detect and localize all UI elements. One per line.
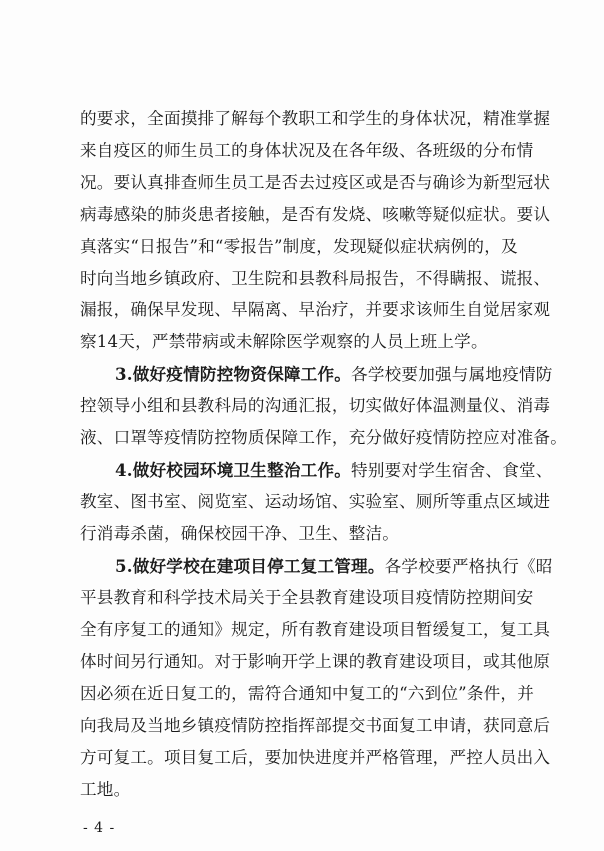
paragraph-line: 液、口罩等疫情防控物质保障工作，充分做好疫情防控应对准备。 (80, 428, 568, 447)
paragraph-line: 教室、图书室、阅览室、运动场馆、实验室、厕所等重点区域进 (80, 492, 551, 511)
section-3-text: 各学校要加强与属地疫情防 (351, 365, 553, 384)
section-4-text: 特别要对学生宿舍、食堂、 (351, 461, 553, 480)
paragraph-line: 病毒感染的肺炎患者接触，是否有发烧、咳嗽等疑似症状。要认 (80, 205, 551, 224)
paragraph-line: 工地。 (80, 780, 131, 799)
paragraph-line: 方可复工。项目复工后，要加快进度并严格管理，严控人员出入 (80, 748, 551, 767)
paragraph-line: 向我局及当地乡镇疫情防控指挥部提交书面复工申请，获同意后 (80, 716, 551, 735)
paragraph-line: 时向当地乡镇政府、卫生院和县教科局报告，不得瞒报、谎报、 (80, 269, 551, 288)
paragraph-line: 况。要认真排查师生员工是否去过疫区或是否与确诊为新型冠状 (80, 173, 551, 192)
paragraph-line: 因必须在近日复工的，需符合通知中复工的“六到位”条件，并 (80, 684, 535, 703)
paragraph-line: 全有序复工的通知》规定，所有教育建设项目暂缓复工，复工具 (80, 620, 551, 639)
section-5-heading: 5.做好学校在建项目停工复工管理。 (115, 556, 385, 576)
section-4-first-line (115, 459, 555, 482)
section-3-heading: 3.做好疫情防控物资保障工作。 (115, 364, 352, 384)
paragraph-line: 体时间另行通知。对于影响开学上课的教育建设项目，或其他原 (80, 652, 551, 671)
section-4-heading: 4.做好校园环境卫生整治工作。 (115, 460, 352, 480)
section-5-first-line (115, 555, 555, 578)
paragraph-line: 平县教育和科学技术局关于全县教育建设项目疫情防控期间安 (80, 588, 534, 607)
section-5-text: 各学校要严格执行《昭 (384, 557, 553, 576)
paragraph-line: 来自疫区的师生员工的身体状况及在各年级、各班级的分布情 (80, 141, 534, 160)
paragraph-line: 真落实“日报告”和“零报告”制度，发现疑似症状病例的，及 (80, 237, 518, 256)
section-3-first-line (115, 363, 555, 386)
paragraph-line: 察14天，严禁带病或未解除医学观察的人员上班上学。 (80, 332, 488, 351)
paragraph-line: 漏报，确保早发现、早隔离、早治疗，并要求该师生自觉居家观 (80, 300, 551, 319)
paragraph-line: 的要求，全面摸排了解每个教职工和学生的身体状况，精准掌握 (80, 109, 551, 128)
paragraph-line: 控领导小组和县教科局的沟通汇报，切实做好体温测量仪、消毒 (80, 396, 551, 415)
page-number: - 4 - (83, 820, 116, 836)
paragraph-line: 行消毒杀菌，确保校园干净、卫生、整洁。 (80, 524, 400, 543)
